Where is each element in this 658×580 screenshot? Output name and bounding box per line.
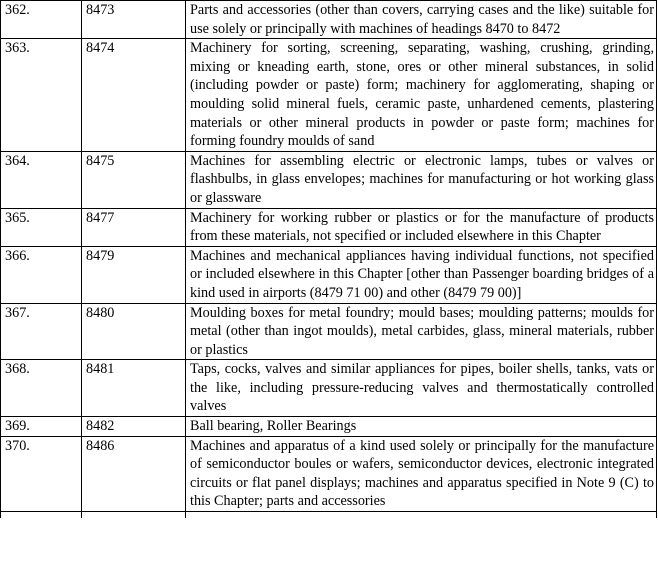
table-row	[1, 208, 657, 246]
heading-code-cell: 8479	[82, 246, 186, 303]
description-cell: Ball bearing, Roller Bearings	[186, 417, 657, 437]
heading-code-cell: 8475	[82, 151, 186, 208]
heading-code-cell: 8486	[82, 436, 186, 511]
empty-cell	[186, 512, 657, 519]
table-row	[1, 246, 657, 303]
serial-number-cell: 368.	[1, 360, 82, 417]
serial-number-cell: 366.	[1, 246, 82, 303]
table-row	[1, 303, 657, 360]
heading-code-cell: 8481	[82, 360, 186, 417]
table-row	[1, 39, 657, 152]
serial-number-cell: 369.	[1, 417, 82, 437]
description-cell: Machines for assembling electric or electronic lamps, tubes or valves or flashbulbs, in glass envelopes; machines for manufacturing or hot working glass or glassware	[186, 151, 657, 208]
heading-code-cell: 8480	[82, 303, 186, 360]
table-row	[1, 436, 657, 511]
serial-number-cell: 364.	[1, 151, 82, 208]
empty-cell	[82, 512, 186, 519]
description-cell: Machines and mechanical appliances having individual functions, not specified or included elsewhere in this Chapter [other than Passenger boarding bridges of a kind used in airports (8479 71 00) and other (8479 79 00)]	[186, 246, 657, 303]
table-row	[1, 360, 657, 417]
heading-code-cell: 8477	[82, 208, 186, 246]
heading-code-cell: 8474	[82, 39, 186, 152]
description-cell: Machines and apparatus of a kind used solely or principally for the manufacture of semiconductor boules or wafers, semiconductor devices, electronic integrated circuits or flat panel displays; machines and apparatus specified in Note 9 (C) to this Chapter; parts and accessories	[186, 436, 657, 511]
serial-number-cell: 363.	[1, 39, 82, 152]
description-cell: Machinery for working rubber or plastics or for the manufacture of products from these materials, not specified or included elsewhere in this Chapter	[186, 208, 657, 246]
serial-number-cell: 367.	[1, 303, 82, 360]
table-row	[1, 1, 657, 39]
tariff-table-body	[1, 1, 657, 519]
table-row-continuation	[1, 512, 657, 519]
description-cell: Moulding boxes for metal foundry; mould bases; moulding patterns; moulds for metal (other than ingot moulds), metal carbides, glass, mineral materials, rubber or plastics	[186, 303, 657, 360]
heading-code-cell: 8473	[82, 1, 186, 39]
empty-cell	[1, 512, 82, 519]
heading-code-cell: 8482	[82, 417, 186, 437]
description-cell: Machinery for sorting, screening, separating, washing, crushing, grinding, mixing or kneading earth, stone, ores or other mineral substances, in solid (including powder or paste) form; machinery for agglomerating, shaping or moulding solid mineral fuels, ceramic paste, unhardened cements, plastering materials or other mineral products in powder or paste form; machines for forming foundry moulds of sand	[186, 39, 657, 152]
serial-number-cell: 370.	[1, 436, 82, 511]
table-row	[1, 417, 657, 437]
description-cell: Taps, cocks, valves and similar appliances for pipes, boiler shells, tanks, vats or the like, including pressure-reducing valves and thermostatically controlled valves	[186, 360, 657, 417]
description-cell: Parts and accessories (other than covers, carrying cases and the like) suitable for use solely or principally with machines of headings 8470 to 8472	[186, 1, 657, 39]
serial-number-cell: 362.	[1, 1, 82, 39]
table-row	[1, 151, 657, 208]
serial-number-cell: 365.	[1, 208, 82, 246]
